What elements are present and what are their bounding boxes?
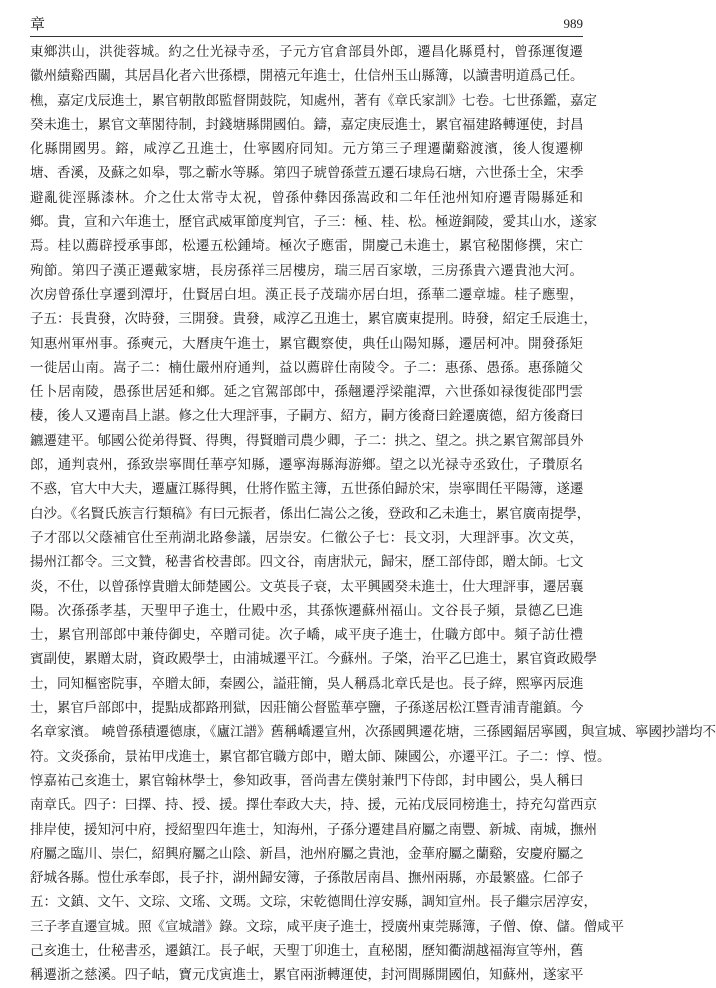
text-line: 化縣開國男。鎔，咸淳乙丑進士，仕寧國府同知。元方第三子理遷蘭谿渡濱，後人復遷柳 [30, 141, 583, 158]
text-line: 次房曾孫仕享遷到潭圩，仕賢居白坦。漢正長子茂瑞亦居白坦，孫華二遷章墟。桂子應聖， [30, 286, 583, 303]
text-line: 任卜居南陵，愚孫世居延和鄉。延之官駕部郎中，孫翹遷浮梁龍潭，六世孫如禄復徙邵門雲 [30, 384, 583, 401]
text-line: 士，累官刑部郎中兼侍御史，卒贈司徒。次子嶠，咸平庚子進士，仕職方郎中。頻子訪仕禮 [30, 627, 583, 644]
text-line: 炎，不仕，以曾孫惇貴贈太師楚國公。文英長子衰，太平興國癸未進士，仕大理評事，遷居襄 [30, 578, 584, 595]
text-line: 稱遷浙之慈溪。四子岵，寶元戊寅進士，累官兩浙轉運使，封河間縣開國伯，知蘇州，遂家平 [30, 967, 584, 984]
text-line: 塘、香溪，及蘇之如皋，鄂之蘄水等縣。第四子琥曾孫萱五遷石埭烏石塘，六世孫士全，宋季 [30, 165, 584, 182]
text-line: 避亂徙涇縣漆林。介之仕太常寺太祝，曾孫仲彝因孫嵩政和二年任池州知府遷青陽縣延和 [30, 189, 583, 206]
text-line: 棲，後人又遷南昌上諶。修之仕大理評事，子嗣方、紹方，嗣方後裔曰銓遷廣德，紹方後裔曰 [30, 408, 584, 425]
text-line: 排岸使，援知河中府，授紹聖四年進士，知海州，子孫分遷建昌府屬之南豐、新城、南城，撫州 [30, 821, 597, 838]
text-line: 焉。桂以薦辟授承事郎，松遷五松鍾埼。極次子應雷，開慶己未進士，累官秘閣修撰，宋亡 [30, 238, 583, 255]
text-line: 舒城各縣。愷仕承奉郎，長子抃，湖州歸安簿，子孫散居南昌、撫州兩縣，亦最繁盛。仁郃子 [30, 870, 584, 887]
text-line: 南章氏。四子：曰擇、持、授、援。擇仕奉政大夫，持、援，元祐戊辰同榜進士，持充勾當西京 [30, 797, 597, 814]
text-line: 樵，嘉定戊辰進士，累官朝散郎監督開鼓院，知處州，著有《章氏家訓》七卷。七世孫鑑，嘉定 [30, 92, 597, 109]
text-line: 知惠州軍州事。孫奭元，大曆庚午進士，累官觀察使，典任山陽知縣，遷居柯冲。開發孫矩 [30, 335, 583, 352]
text-line: 一徙居山南。嵩子二：楠仕嚴州府通判，益以薦辟仕南陵令。子二：惠孫、愚孫。惠孫隨父 [30, 359, 583, 376]
running-head-character: 章 [30, 15, 46, 33]
text-line: 府屬之臨川、崇仁，紹興府屬之山陰、新昌，池州府屬之貴池，金華府屬之蘭谿，安慶府屬之 [30, 845, 584, 862]
text-line: 東鄉洪山，洪徙蓉城。約之仕光禄寺丞，子元方官倉部員外郎，遷昌化縣覓村，曾孫運復遷 [30, 44, 583, 60]
text-line: 殉節。第四子漢正遷戴家塘，長房孫祥三居樓房，瑞三居百家墩，三房孫貴六遷貴池大河。 [30, 262, 583, 279]
text-line: 士，累官戶部郎中，提點成都路刑獄，因莊簡公督監華亭鹽，子孫遂居松江暨青浦青龍鎮。今 [30, 700, 584, 717]
text-line: 鑣遷建平。郇國公從弟得賢、得輿，得賢贈司農少卿，子二：拱之、望之。拱之累官駕部員外 [30, 432, 584, 449]
body-text [30, 40, 716, 984]
text-line: 鄉。貴，宣和六年進士，歷官武威軍節度判官，子三：極、桂、松。極遊銅陵，愛其山水，遂家 [30, 214, 597, 231]
text-line: 揚州江都令。三文贊，秘書省校書郎。四文谷，南唐狀元，歸宋，歷工部侍郎，贈太師。七文 [30, 554, 584, 571]
text-line: 郎，通判袁州，孫致崇寧間任華亭知縣，遷寧海縣海游鄉。望之以光禄寺丞致仕，子瓚原名 [30, 457, 583, 474]
text-line: 己亥進士，仕秘書丞，遷鎮江。長子岷，天聖丁卯進士，直秘閣，歷知衢湖越福海宣等州，舊 [30, 942, 584, 959]
text-line: 士，同知樞密院事，卒贈太師，秦國公，謚莊簡，吳人稱爲北章氏是也。長子縡，熙寧丙辰進 [30, 675, 584, 692]
page-header [30, 14, 583, 37]
text-line: 白沙。《名賢氏族言行類稿》有曰元振者，係出仁嵩公之後，登政和乙未進士，累官廣南提學， [30, 505, 591, 522]
text-line: 子五：長貴發，次時發，三開發。貴發，咸淳乙丑進士，累官廣東提刑。時發，紹定壬辰進士， [30, 311, 597, 328]
text-line: 陽。次孫孫孝基，天聖甲子進士，仕殿中丞，其孫恢遷蘇州福山。文谷長子頻，景德乙巳進 [30, 602, 583, 619]
text-line: 名章家濱。 嶢曾孫積遷德康，《廬江譜》舊稱嶠遷宣州，次孫國興遷花塘，三孫國鍢居寧國，與宣城、寧國抄譜均不 [30, 724, 716, 741]
text-line: 徽州績谿西關，其居昌化者六世孫標，開禧元年進士，仕信州玉山縣簿，以讀書明道爲己任。 [30, 68, 584, 85]
text-line: 不惑，官大中大夫，遷廬江縣得興，仕將作監主簿，五世孫伯歸於宋，崇寧間任平陽簿，遂遷 [30, 481, 584, 498]
text-line: 惇嘉祐己亥進士，累官翰林學士，參知政事，晉尚書左僕射兼門下侍郎，封申國公，吳人稱曰 [30, 772, 584, 789]
text-line: 賓副使，累贈太尉，資政殿學士，由浦城遷平江。今蘇州。子棨，治平乙巳進士，累官資政殿學 [30, 651, 597, 668]
text-line: 五：文鎮、文午、文琮、文瑤、文瑪。文琮，宋乾德間仕淳安縣，調知宣州。長子繼宗居淳安， [30, 894, 597, 911]
text-line: 癸未進士，累官文華閣待制，封錢塘縣開國伯。鑄，嘉定庚辰進士，累官福建路轉運使，封昌 [30, 116, 584, 133]
text-line: 子才邵以父蔭補官仕至荊湖北路參議，居崇安。仁徹公子七：長文羽，大理評事。次文英， [30, 529, 583, 546]
text-line: 符。文炎孫俞，景祐甲戌進士，累官都官職方郎中，贈太師、陳國公，亦遷平江。子二：惇、愷。 [30, 748, 611, 765]
text-line: 三子孝直遷宣城。照《宣城譜》錄。文琮，咸平庚子進士，授廣州東莞縣簿，子僧、僚、儲。僧咸平 [30, 918, 624, 935]
page-number: 989 [563, 16, 583, 31]
